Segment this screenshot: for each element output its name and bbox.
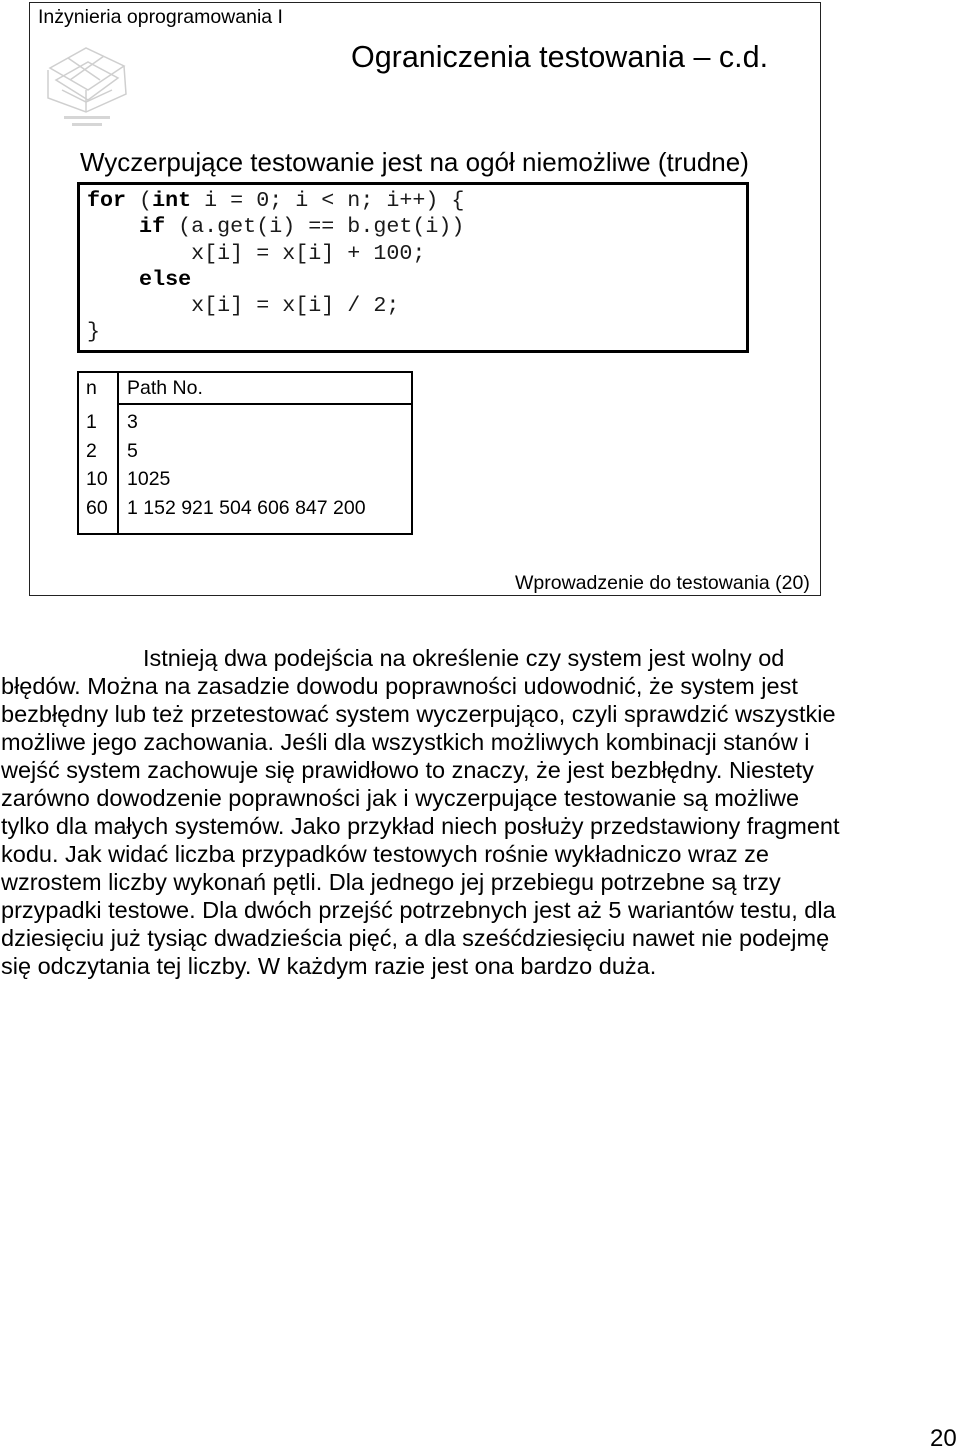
slide-title: Ograniczenia testowania – c.d. — [351, 40, 769, 74]
paragraph-line: wejść system zachowuje się prawidłowo to znaczy, że jest bezbłędny. Niestety — [1, 757, 814, 783]
column-header-path-no: Path No. — [119, 373, 411, 405]
code-line — [87, 293, 746, 319]
slide-frame — [29, 2, 821, 596]
code-keyword: for — [87, 188, 127, 213]
code-listing — [77, 182, 749, 353]
code-text: (a.get(i) == b.get(i)) — [165, 214, 465, 240]
cell-n: 10 — [86, 468, 108, 490]
university-logo — [42, 40, 132, 132]
cell-n: 60 — [86, 496, 108, 519]
paragraph-line: dziesięciu już tysiąc dwadzieścia pięć, a dla sześćdziesięciu nawet nie podejmę — [1, 925, 830, 951]
paragraph-line: wzrostem liczby wykonań pętli. Dla jednego jej przebiegu potrzebne są trzy — [1, 869, 781, 895]
code-text: i = 0; i < n; i++) { — [191, 188, 465, 213]
code-keyword: else — [87, 266, 192, 292]
code-keyword: int — [152, 188, 192, 213]
slide-header: Inżynieria oprogramowania I — [38, 6, 283, 28]
table-row — [79, 465, 411, 494]
path-count-table — [77, 371, 413, 535]
code-line — [87, 319, 746, 345]
code-line — [87, 241, 746, 267]
paragraph-line: przypadki testowe. Dla dwóch przejść potrzebnych jest aż 5 wariantów testu, dla — [1, 897, 836, 923]
column-header-n: n — [86, 377, 97, 399]
slide-footer: Wprowadzenie do testowania (20) — [515, 572, 810, 594]
table-column-divider — [117, 373, 119, 533]
paragraph-line: zarówno dowodzenie poprawności jak i wyczerpujące testowanie są możliwe — [1, 785, 800, 811]
cell-n: 1 — [86, 411, 97, 433]
code-text: ( — [126, 188, 153, 213]
body-paragraph — [1, 644, 956, 980]
table-body — [79, 405, 411, 522]
table-row — [79, 494, 411, 523]
cell-path-no: 3 — [127, 411, 138, 433]
code-text: x[i] = x[i] / 2; — [87, 293, 400, 319]
page-number: 20 — [930, 1425, 957, 1452]
code-line — [87, 188, 746, 214]
table-row — [79, 437, 411, 466]
code-line — [87, 267, 746, 293]
paragraph-line: tylko dla małych systemów. Jako przykład niech posłuży przedstawiony fragment — [1, 813, 840, 839]
university-logo-graphic — [42, 40, 132, 132]
cell-n: 2 — [86, 439, 97, 462]
cell-path-no: 1025 — [127, 468, 171, 490]
slide-subtitle: Wyczerpujące testowanie jest na ogół niemożliwe (trudne) — [80, 147, 749, 177]
code-line — [87, 214, 746, 240]
code-text: x[i] = x[i] + 100; — [87, 240, 426, 266]
paragraph-line: bezbłędny lub też przetestować system wyczerpująco, czyli sprawdzić wszystkie — [1, 701, 836, 727]
table-row — [79, 408, 411, 437]
paragraph-line: kodu. Jak widać liczba przypadków testowych rośnie wykładniczo wraz ze — [1, 841, 769, 867]
paragraph-line: Istnieją dwa podejścia na określenie czy system jest wolny od — [143, 645, 785, 671]
cell-path-no: 1 152 921 504 606 847 200 — [127, 496, 366, 519]
code-text: } — [87, 319, 101, 345]
paragraph-line: błędów. Można na zasadzie dowodu poprawności udowodnić, że system jest — [1, 673, 798, 699]
paragraph-line: się odczytania tej liczby. W każdym razie jest ona bardzo duża. — [1, 953, 657, 979]
cell-path-no: 5 — [127, 439, 138, 462]
paragraph-line: możliwe jego zachowania. Jeśli dla wszystkich możliwych kombinacji stanów i — [1, 729, 810, 755]
table-header-row — [79, 373, 411, 405]
code-keyword: if — [87, 214, 166, 240]
